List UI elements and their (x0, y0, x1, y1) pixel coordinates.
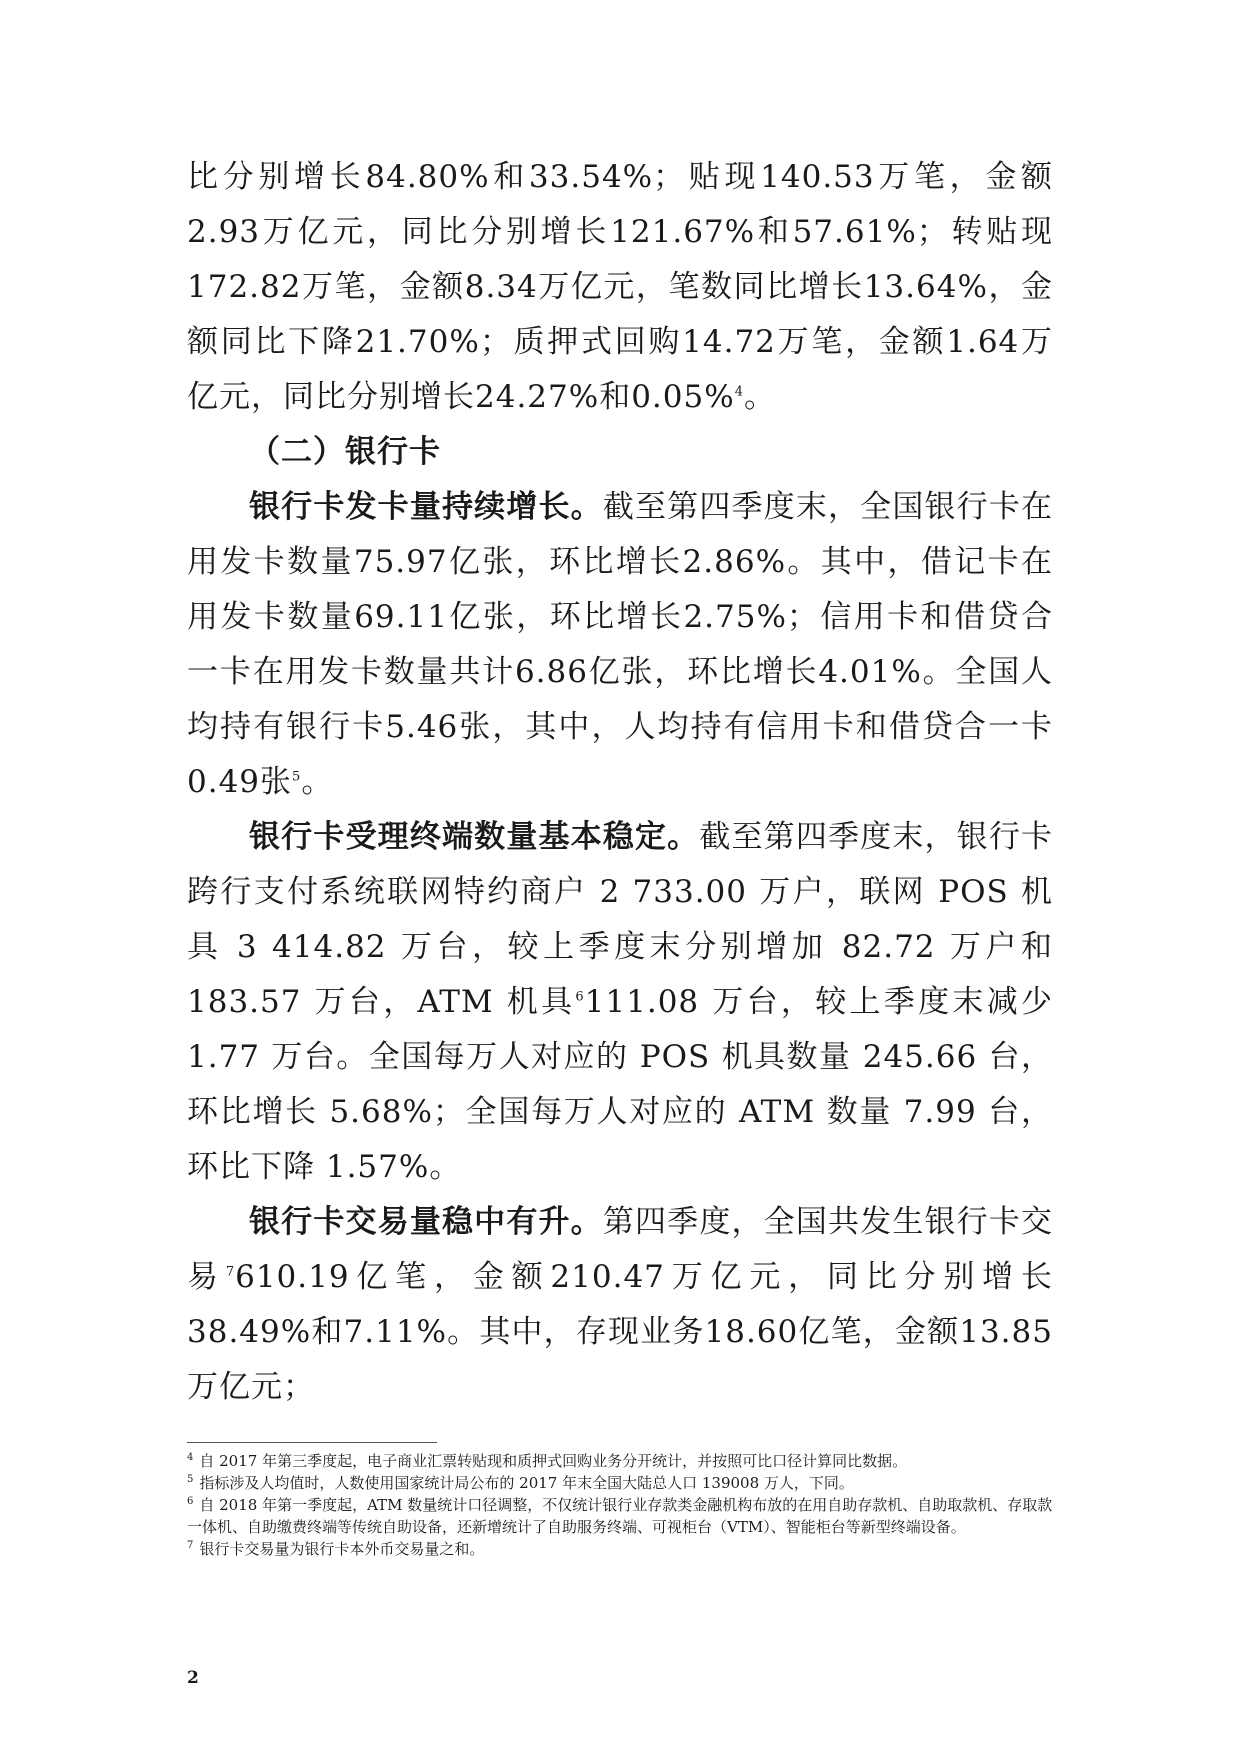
paragraph-text: 111.08 万台，较上季度末减少 1.77 万台。全国每万人对应的 POS 机具数量 245.66 台，环比增长 5.68%；全国每万人对应的 ATM 数量 7.99 台，环比下降 1.57%。 (187, 984, 1053, 1185)
footnote-mark: 5 (187, 1474, 194, 1485)
footnote-text: 银行卡交易量为银行卡本外币交易量之和。 (199, 1540, 485, 1558)
footnote (187, 1472, 1057, 1494)
paragraph-end: 。 (743, 379, 776, 415)
footnote-text: 指标涉及人均值时，人数使用国家统计局公布的 2017 年末全国大陆总人口 139008 万人，下同。 (199, 1474, 854, 1492)
main-body (187, 150, 1053, 1415)
section-heading: （二）银行卡 (249, 434, 441, 470)
page-number: 2 (187, 1668, 199, 1688)
footnote-ref[interactable]: 6 (575, 989, 585, 1005)
paragraph-text: 比分别增长84.80%和33.54%；贴现140.53万笔，金额2.93万亿元，同比分别增长121.67%和57.61%；转贴现172.82万笔，金额8.34万亿元，笔数同比增长13.64%，金额同比下降21.70%；质押式回购14.72万笔，金额1.64万亿元，同比分别增长24.27%和0.05% (187, 159, 1053, 415)
paragraph (187, 810, 1053, 1195)
footnote-mark: 7 (187, 1540, 194, 1551)
footnotes (187, 1450, 1057, 1560)
paragraph (187, 150, 1053, 425)
paragraph-lead: 银行卡交易量稳中有升。 (249, 1204, 603, 1240)
footnote-ref[interactable]: 7 (225, 1264, 236, 1280)
paragraph-text: 截至第四季度末，全国银行卡在用发卡数量75.97亿张，环比增长2.86%。其中，借记卡在用发卡数量69.11亿张，环比增长2.75%；信用卡和借贷合一卡在用发卡数量共计6.86亿张，环比增长4.01%。全国人均持有银行卡5.46张，其中，人均持有信用卡和借贷合一卡0.49张 (187, 489, 1054, 800)
footnote-ref[interactable]: 4 (734, 384, 744, 400)
paragraph-text: 截至第四季度末，银行卡跨行支付系统联网特约商户 2 733.00 万户，联网 POS 机具 3 414.82 万台，较上季度末分别增加 82.72 万户和 183.57 万台，ATM 机具 (187, 819, 1054, 1020)
footnote-ref[interactable]: 5 (292, 769, 302, 785)
footnote-text: 自 2018 年第一季度起，ATM 数量统计口径调整，不仅统计银行业存款类金融机构布放的在用自助存款机、自助取款机、存取款一体机、自助缴费终端等传统自助设备，还新增统计了自助服务终端、可视柜台（VTM）、智能柜台等新型终端设备。 (187, 1496, 1053, 1536)
footnote (187, 1494, 1057, 1538)
footnote-mark: 4 (187, 1452, 194, 1463)
footnote-divider (187, 1442, 437, 1443)
paragraph-text: 第四季度，全国共发生银行卡交易 (187, 1204, 1054, 1295)
paragraph (187, 480, 1053, 810)
paragraph-end: 。 (301, 764, 334, 800)
paragraph (187, 1195, 1053, 1415)
paragraph-lead: 银行卡发卡量持续增长。 (249, 489, 603, 525)
footnote (187, 1538, 1057, 1560)
paragraph-text: 610.19亿笔，金额210.47万亿元，同比分别增长38.49%和7.11%。其中，存现业务18.60亿笔，金额13.85万亿元； (187, 1259, 1053, 1405)
footnote (187, 1450, 1057, 1472)
footnote-text: 自 2017 年第三季度起，电子商业汇票转贴现和质押式回购业务分开统计，并按照可比口径计算同比数据。 (199, 1452, 908, 1470)
footnote-mark: 6 (187, 1496, 194, 1507)
paragraph-lead: 银行卡受理终端数量基本稳定。 (249, 819, 700, 855)
